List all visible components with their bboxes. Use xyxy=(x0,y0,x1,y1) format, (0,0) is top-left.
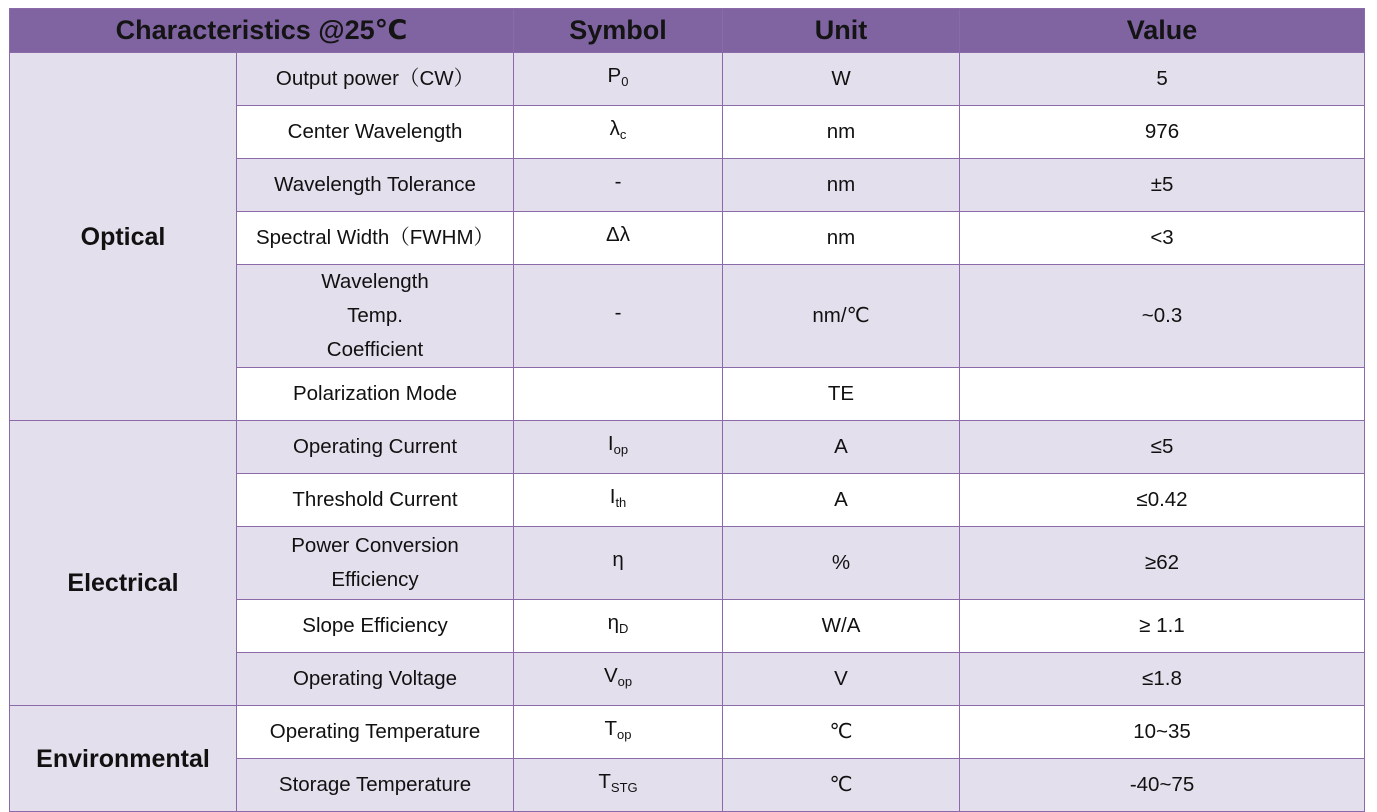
unit-cell: nm xyxy=(723,159,960,212)
symbol-cell xyxy=(514,159,723,212)
specifications-table xyxy=(9,8,1365,812)
value-cell: ≤0.42 xyxy=(960,474,1365,527)
value-cell xyxy=(960,368,1365,421)
symbol-cell xyxy=(514,212,723,265)
value-cell: ≥62 xyxy=(960,527,1365,600)
table-row xyxy=(10,53,1365,106)
table-row xyxy=(10,706,1365,759)
symbol-subscript: op xyxy=(613,442,629,457)
symbol-base: I xyxy=(607,432,614,455)
characteristic-cell: Wavelength Temp. Coefficient xyxy=(237,265,514,368)
symbol-cell xyxy=(514,474,723,527)
unit-cell: A xyxy=(723,421,960,474)
symbol-cell xyxy=(514,106,723,159)
unit-cell: ℃ xyxy=(723,759,960,812)
symbol-cell xyxy=(514,421,723,474)
value-cell: ≥ 1.1 xyxy=(960,600,1365,653)
symbol-cell xyxy=(514,527,723,600)
characteristic-cell: Output power（CW） xyxy=(237,53,514,106)
symbol-subscript: 0 xyxy=(621,74,629,89)
unit-cell: nm xyxy=(723,212,960,265)
table-row xyxy=(10,421,1365,474)
symbol-base: V xyxy=(603,664,618,687)
symbol-cell xyxy=(514,600,723,653)
value-cell: -40~75 xyxy=(960,759,1365,812)
value-cell: 10~35 xyxy=(960,706,1365,759)
symbol-cell xyxy=(514,368,723,421)
symbol-subscript: c xyxy=(619,127,627,142)
unit-cell: nm xyxy=(723,106,960,159)
symbol-subscript: op xyxy=(617,727,632,742)
unit-cell: TE xyxy=(723,368,960,421)
unit-cell: A xyxy=(723,474,960,527)
unit-cell: W xyxy=(723,53,960,106)
header-characteristics: Characteristics @25℃ xyxy=(10,9,514,53)
characteristic-cell: Center Wavelength xyxy=(237,106,514,159)
unit-cell: W/A xyxy=(723,600,960,653)
group-label-environmental: Environmental xyxy=(10,706,237,812)
symbol-subscript: op xyxy=(617,674,633,689)
symbol-cell xyxy=(514,706,723,759)
symbol-base: η xyxy=(612,548,624,571)
characteristic-cell: Storage Temperature xyxy=(237,759,514,812)
unit-cell: V xyxy=(723,653,960,706)
symbol-base: P xyxy=(607,64,622,87)
characteristic-cell: Slope Efficiency xyxy=(237,600,514,653)
characteristic-cell: Spectral Width（FWHM） xyxy=(237,212,514,265)
value-cell: ~0.3 xyxy=(960,265,1365,368)
value-cell: ≤5 xyxy=(960,421,1365,474)
header-row xyxy=(10,9,1365,53)
symbol-base: - xyxy=(614,170,622,193)
symbol-base: λ xyxy=(609,117,620,140)
symbol-base: - xyxy=(614,301,622,324)
symbol-cell xyxy=(514,265,723,368)
group-label-electrical: Electrical xyxy=(10,421,237,706)
symbol-base: I xyxy=(609,485,616,508)
characteristic-cell: Wavelength Tolerance xyxy=(237,159,514,212)
value-cell: ±5 xyxy=(960,159,1365,212)
header-symbol: Symbol xyxy=(514,9,723,53)
header-unit: Unit xyxy=(723,9,960,53)
characteristic-cell: Threshold Current xyxy=(237,474,514,527)
group-label-optical: Optical xyxy=(10,53,237,421)
symbol-base: Δλ xyxy=(606,223,630,246)
symbol-subscript: STG xyxy=(610,780,638,795)
characteristic-cell: Operating Voltage xyxy=(237,653,514,706)
symbol-cell xyxy=(514,759,723,812)
unit-cell: ℃ xyxy=(723,706,960,759)
characteristic-cell: Operating Current xyxy=(237,421,514,474)
value-cell: ≤1.8 xyxy=(960,653,1365,706)
value-cell: 976 xyxy=(960,106,1365,159)
symbol-subscript: D xyxy=(619,621,629,636)
symbol-cell xyxy=(514,53,723,106)
header-value: Value xyxy=(960,9,1365,53)
symbol-base: η xyxy=(607,611,620,634)
characteristic-cell: Power Conversion Efficiency xyxy=(237,527,514,600)
characteristic-cell: Operating Temperature xyxy=(237,706,514,759)
symbol-subscript: th xyxy=(615,495,627,510)
value-cell: 5 xyxy=(960,53,1365,106)
unit-cell: nm/℃ xyxy=(723,265,960,368)
symbol-base: T xyxy=(604,717,618,740)
characteristic-cell: Polarization Mode xyxy=(237,368,514,421)
value-cell: <3 xyxy=(960,212,1365,265)
unit-cell: % xyxy=(723,527,960,600)
symbol-cell xyxy=(514,653,723,706)
symbol-base: T xyxy=(598,770,611,793)
